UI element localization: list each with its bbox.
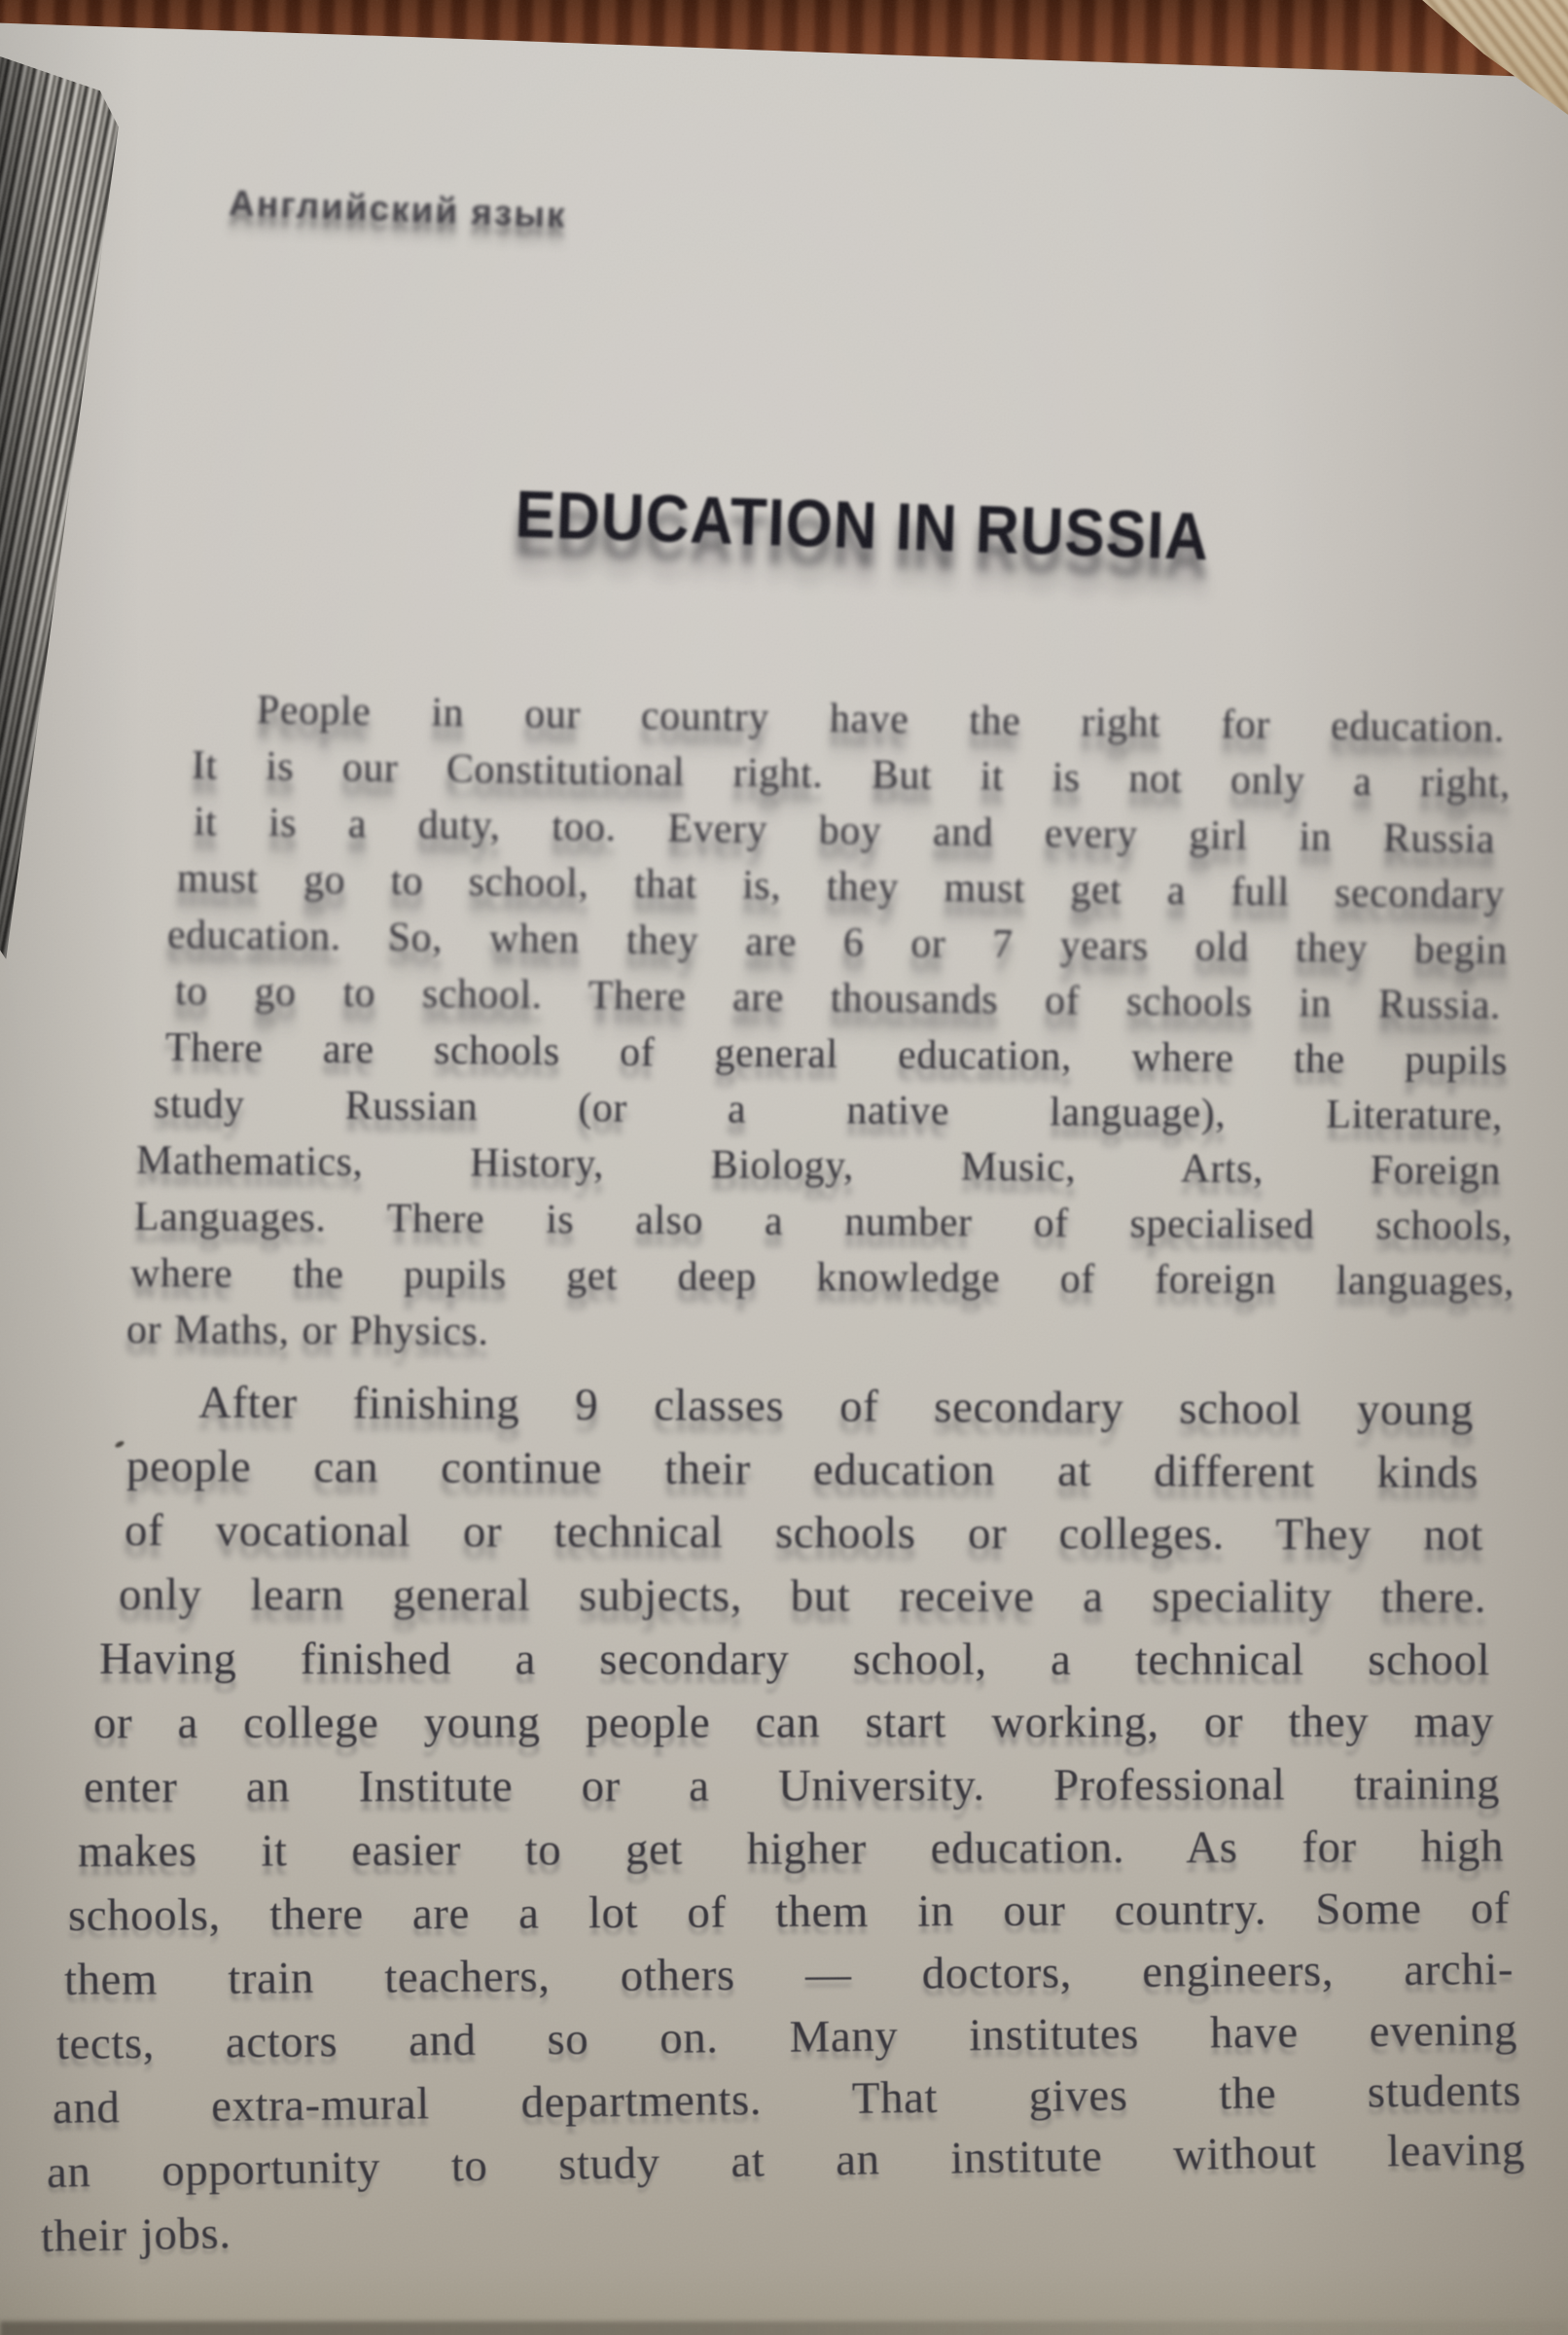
page-title: EDUCATION IN RUSSIA — [514, 478, 1211, 575]
text-line: where the pupils get deep knowledge of foreign languages, — [129, 1251, 1515, 1305]
wood-table-edge — [0, 0, 1568, 91]
text-line: an opportunity to study at an institute without leaving — [46, 2124, 1526, 2198]
text-line: to go to school. There are thousands of schools in Russia. — [174, 969, 1502, 1028]
text-line: or Maths, or Physics. — [125, 1308, 489, 1354]
text-line: It is our Constitutional right. But it is not only a right, — [191, 743, 1512, 807]
paragraph-1 — [117, 681, 1522, 1358]
text-line: enter an Institute or a University. Professional training — [83, 1758, 1501, 1813]
text-line: their jobs. — [40, 2208, 232, 2262]
text-line: People in our country have the right for education. — [256, 688, 1506, 752]
text-line: schools, there are a lot of them in our country. Some of — [67, 1883, 1511, 1941]
text-line: There are schools of general education, where the pupils — [164, 1025, 1509, 1084]
text-line: or a college young people can start working, or they may — [92, 1696, 1495, 1748]
page-stack-edge — [0, 54, 126, 959]
paragraph-2 — [39, 1370, 1527, 2269]
text-line: Having finished a secondary school, a technical school — [98, 1634, 1491, 1686]
text-line: must go to school, that is, they must get a full secondary — [176, 856, 1506, 918]
running-header: Английский язык — [228, 183, 568, 235]
text-line: only learn general subjects, but receive a speciality there. — [118, 1569, 1487, 1623]
text-line: tects, actors and so on. Many institutes have evening — [55, 2004, 1518, 2069]
text-line: study Russian (or a native language), Literature, — [153, 1082, 1504, 1139]
text-line: After finishing 9 classes of secondary school young — [197, 1377, 1475, 1436]
text-line: people can continue their education at different kinds — [125, 1441, 1479, 1498]
text-line: of vocational or technical schools or colleges. They not — [124, 1505, 1484, 1561]
text-line: makes it easier to get higher education. As for high — [77, 1820, 1505, 1877]
book-bottom-edge-shadow — [0, 2321, 1568, 2335]
text-line: and extra-mural departments. That gives the students — [52, 2065, 1522, 2134]
text-line: them train teachers, others — doctors, engineers, archi- — [63, 1944, 1515, 2005]
text-line: education. So, when they are 6 or 7 years old they begin — [166, 913, 1509, 974]
text-line: Languages. There is also a number of specialised schools, — [133, 1195, 1514, 1249]
text-line: Mathematics, History, Biology, Music, Arts, Foreign — [135, 1138, 1502, 1195]
text-line: it is a duty, too. Every boy and every girl in Russia — [193, 800, 1496, 863]
